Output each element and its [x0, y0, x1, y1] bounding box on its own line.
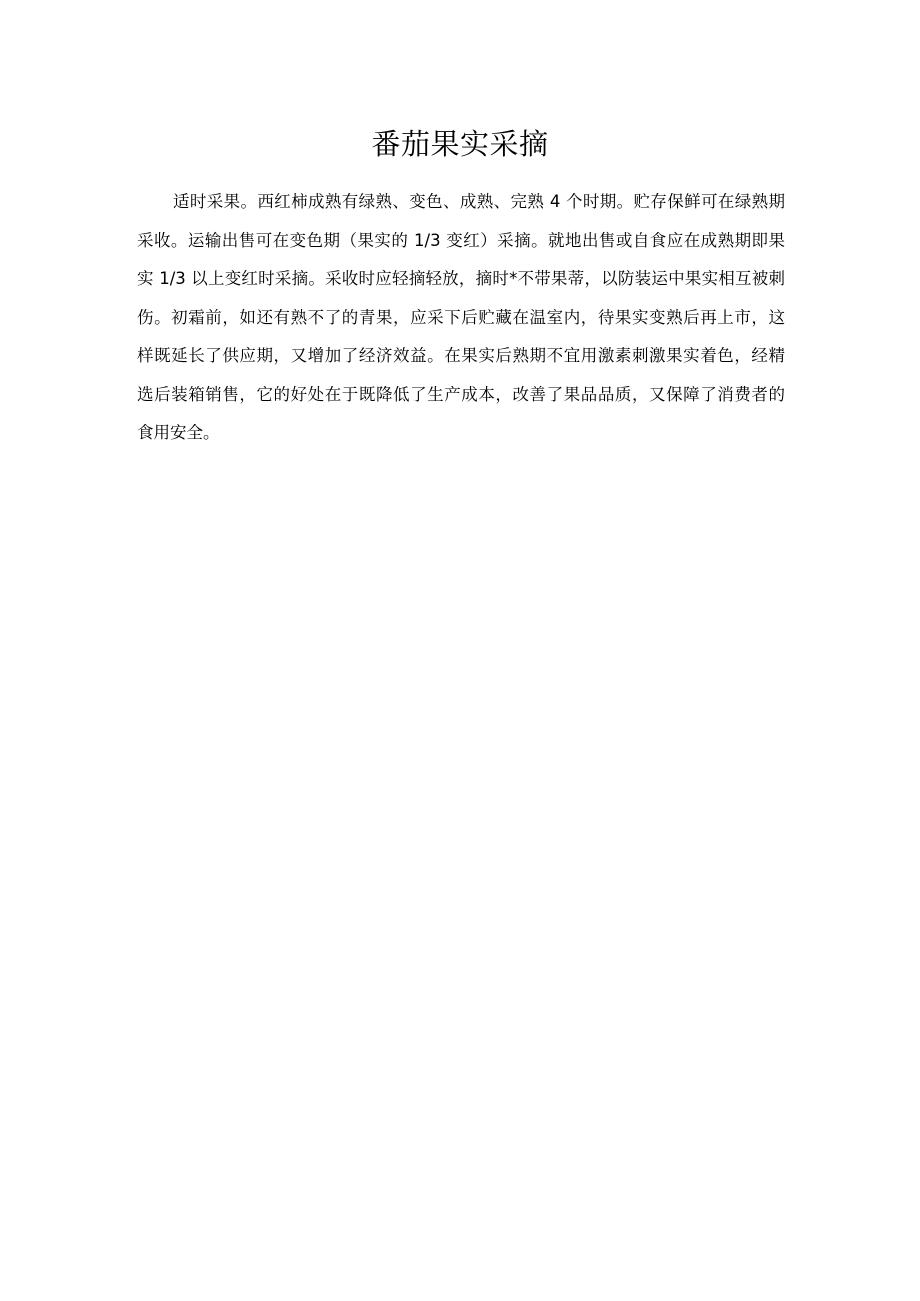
document-title: 番茄果实采摘: [371, 127, 549, 161]
paragraph-line: 采收。运输出售可在变色期（果实的 1/3 变红）采摘。就地出售或自食应在成熟期即果: [137, 230, 785, 250]
paragraph-line: 选后装箱销售，它的好处在于既降低了生产成本，改善了果品品质，又保障了消费者的: [137, 384, 785, 404]
document-paragraph: [137, 183, 785, 453]
paragraph-line: 伤。初霜前，如还有熟不了的青果，应采下后贮藏在温室内，待果实变熟后再上市，这: [137, 307, 785, 327]
paragraph-line: 适时采果。西红柿成熟有绿熟、变色、成熟、完熟 4 个时期。贮存保鲜可在绿熟期: [173, 192, 785, 211]
paragraph-line: 样既延长了供应期，又增加了经济效益。在果实后熟期不宜用激素刺激果实着色，经精: [137, 346, 785, 365]
paragraph-line: 食用安全。: [137, 423, 220, 442]
paragraph-line: 实 1/3 以上变红时采摘。采收时应轻摘轻放，摘时*不带果蒂，以防装运中果实相互被刺: [137, 269, 785, 288]
